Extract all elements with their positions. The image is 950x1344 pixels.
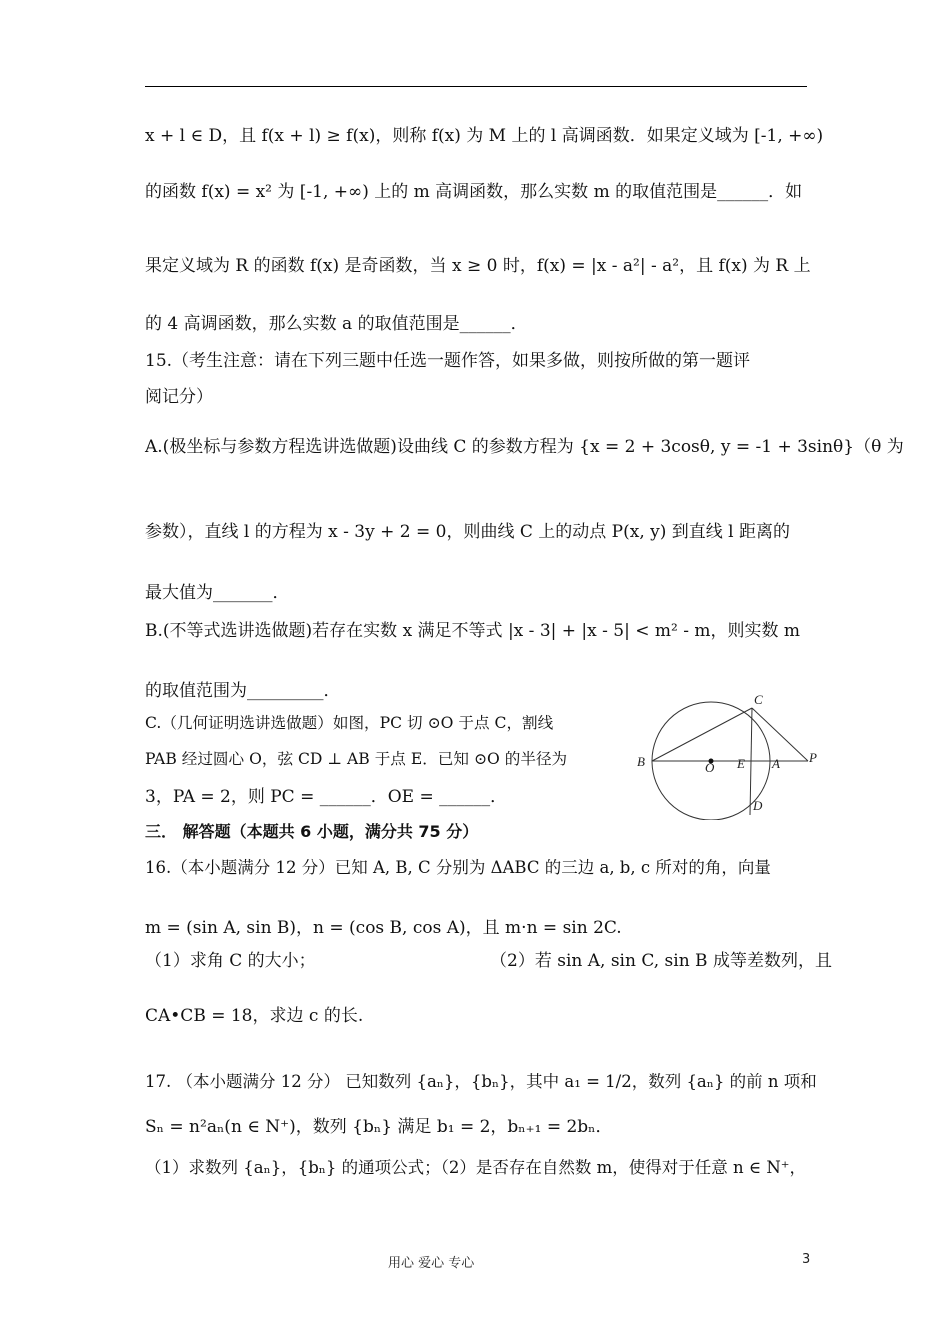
header-rule xyxy=(145,86,807,87)
problem-15b: B.(不等式选讲选做题)若存在实数 x 满足不等式 |x - 3| + |x - 5| < m² - m，则实数 m xyxy=(145,621,801,641)
problem-17: 17. （本小题满分 12 分） 已知数列 {aₙ}，{bₙ}，其中 a₁ = 1/2，数列 {aₙ} 的前 n 项和 xyxy=(145,1072,817,1091)
problem-15-intro: 15.（考生注意：请在下列三题中任选一题作答，如果多做，则按所做的第一题评 xyxy=(145,351,751,371)
text-line-4: 的 4 高调函数，那么实数 a 的取值范围是______． xyxy=(145,314,528,334)
label-a: A xyxy=(772,756,780,771)
problem-16-part1: （1）求角 C 的大小； xyxy=(145,951,316,971)
section-heading: 三． 解答题（本题共 6 小题，满分共 75 分） xyxy=(145,822,479,841)
problem-16-part2: （2）若 sin A, sin C, sin B 成等差数列，且 xyxy=(490,951,832,971)
text-line-3: 果定义域为 R 的函数 f(x) 是奇函数，当 x ≥ 0 时，f(x) = |x - a²| - a²，且 f(x) 为 R 上 xyxy=(145,256,811,276)
problem-15c-cont: PAB 经过圆心 O，弦 CD ⊥ AB 于点 E．已知 ⊙O 的半径为 xyxy=(145,750,568,768)
circle-geometry-figure xyxy=(636,690,826,820)
label-c: C xyxy=(754,692,763,707)
problem-17-parts: （1）求数列 {aₙ}，{bₙ} 的通项公式；（2）是否存在自然数 m，使得对于任意 n ∈ N⁺， xyxy=(145,1158,807,1177)
label-e: E xyxy=(737,756,745,771)
problem-15a-cont: 参数），直线 l 的方程为 x - 3y + 2 = 0，则曲线 C 上的动点 P(x, y) 到直线 l 距离的 xyxy=(145,522,791,542)
label-p: P xyxy=(809,750,817,765)
page-number: 3 xyxy=(802,1252,811,1267)
problem-15c-answer: 3，PA = 2，则 PC = ______．OE = ______． xyxy=(145,787,508,807)
footer-motto: 用心 爱心 专心 xyxy=(388,1256,475,1271)
label-o: O xyxy=(705,760,715,775)
label-d: D xyxy=(753,798,763,813)
problem-17-cont: Sₙ = n²aₙ(n ∈ N⁺)，数列 {bₙ} 满足 b₁ = 2，bₙ₊₁ = 2bₙ． xyxy=(145,1117,613,1137)
problem-15a: A.(极坐标与参数方程选讲选做题)设曲线 C 的参数方程为 {x = 2 + 3cosθ, y = -1 + 3sinθ}（θ 为 xyxy=(145,437,904,457)
problem-16-part2-cont: CA•CB = 18，求边 c 的长. xyxy=(145,1006,364,1026)
problem-16: 16.（本小题满分 12 分）已知 A, B, C 分别为 ΔABC 的三边 a, b, c 所对的角，向量 xyxy=(145,858,771,877)
text-line-2: 的函数 f(x) = x² 为 [-1, +∞) 上的 m 高调函数，那么实数 m 的取值范围是______．如 xyxy=(145,182,803,202)
problem-16-vectors: m = (sin A, sin B)，n = (cos B, cos A)，且 m·n = sin 2C. xyxy=(145,918,622,938)
label-b: B xyxy=(637,754,645,769)
problem-15-intro-cont: 阅记分） xyxy=(145,387,213,407)
problem-15a-answer: 最大值为_______． xyxy=(145,583,290,603)
problem-15c: C.（几何证明选讲选做题）如图，PC 切 ⊙O 于点 C，割线 xyxy=(145,714,554,732)
tangent-pc xyxy=(752,708,808,761)
text-line-1: x + l ∈ D，且 f(x + l) ≥ f(x)，则称 f(x) 为 M 上的 l 高调函数．如果定义域为 [-1, +∞) xyxy=(145,126,824,146)
chord-bc xyxy=(652,708,752,761)
problem-15b-answer: 的取值范围为_________． xyxy=(145,681,341,701)
